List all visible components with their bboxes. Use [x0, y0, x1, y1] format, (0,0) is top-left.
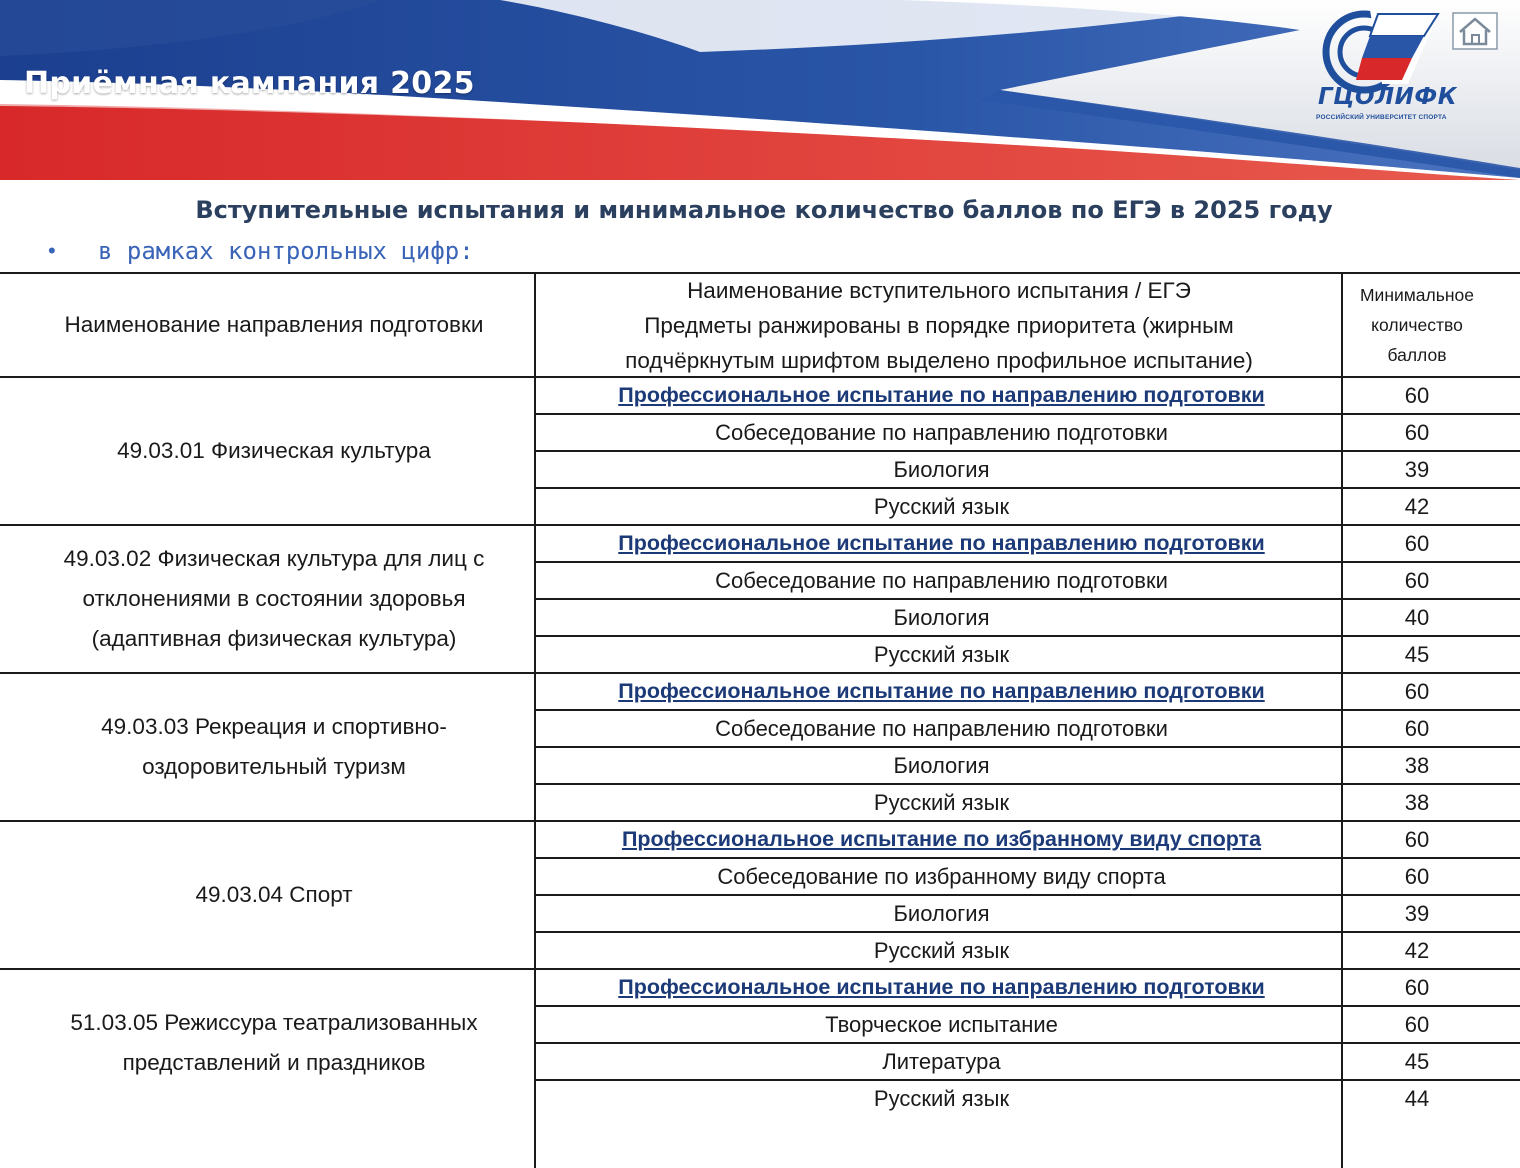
- exam-cell: Биология: [893, 456, 990, 482]
- score-cell: 38: [1404, 789, 1430, 815]
- program-line: 51.03.05 Режиссура театрализованных: [70, 1010, 478, 1035]
- header-score-line3: баллов: [1387, 345, 1447, 365]
- bullet-text: в рамках контрольных цифр:: [98, 237, 474, 265]
- header-score: [1342, 273, 1492, 377]
- exam-cell-profile: Профессиональное испытание по направлению подготовки: [618, 531, 1265, 555]
- banner-title: Приёмная кампания 2025: [24, 66, 475, 101]
- exam-cell: Биология: [893, 604, 990, 630]
- header-program: Наименование направления подготовки: [64, 312, 484, 337]
- score-cell: 60: [1404, 1011, 1430, 1037]
- page-subtitle: Вступительные испытания и минимальное количество баллов по ЕГЭ в 2025 году: [195, 196, 1333, 224]
- program-cell: [0, 821, 548, 969]
- program-line: оздоровительный туризм: [142, 754, 406, 779]
- program-line: отклонениями в состоянии здоровья: [82, 586, 466, 611]
- exam-cell: Русский язык: [873, 937, 1010, 963]
- score-cell: 60: [1404, 567, 1430, 593]
- program-line: (адаптивная физическая культура): [91, 626, 457, 651]
- score-cell: 60: [1404, 715, 1430, 741]
- header-score-line1: Минимальное: [1359, 285, 1474, 305]
- score-cell: 44: [1404, 1085, 1430, 1111]
- program-cell: [0, 673, 548, 821]
- exam-cell: Собеседование по избранному виду спорта: [717, 863, 1166, 889]
- score-cell: 45: [1404, 1048, 1430, 1074]
- exam-cell: Биология: [893, 752, 990, 778]
- exam-cell: Русский язык: [873, 1085, 1010, 1111]
- program-cell: [0, 525, 548, 673]
- score-cell: 60: [1404, 863, 1430, 889]
- program-cell: [0, 969, 548, 1117]
- exam-cell: Собеседование по направлению подготовки: [715, 419, 1168, 445]
- exam-cell: Русский язык: [873, 641, 1010, 667]
- program-cell: [0, 377, 548, 525]
- program-line: представлений и праздников: [122, 1050, 426, 1075]
- program-line: 49.03.03 Рекреация и спортивно-: [101, 714, 447, 739]
- exam-cell: Собеседование по направлению подготовки: [715, 567, 1168, 593]
- exam-cell-profile: Профессиональное испытание по направлению подготовки: [618, 679, 1265, 703]
- header-exam: [536, 273, 1342, 377]
- score-cell: 38: [1404, 752, 1430, 778]
- exam-cell: Творческое испытание: [825, 1011, 1058, 1037]
- exam-cell: Биология: [893, 900, 990, 926]
- score-cell: 45: [1404, 641, 1430, 667]
- score-cell: 42: [1404, 493, 1430, 519]
- logo-text: ГЦОЛИФК: [1318, 84, 1458, 110]
- bullet-marker: •: [48, 238, 56, 263]
- score-cell: 60: [1404, 678, 1430, 704]
- program-line: 49.03.02 Физическая культура для лиц с: [63, 546, 485, 571]
- score-cell: 39: [1404, 900, 1430, 926]
- score-cell: 60: [1404, 974, 1430, 1000]
- exam-cell: Русский язык: [873, 789, 1010, 815]
- score-cell: 60: [1404, 419, 1430, 445]
- header-score-line2: количество: [1371, 315, 1463, 335]
- exam-cell-profile: Профессиональное испытание по избранному виду спорта: [621, 827, 1262, 851]
- program-line: 49.03.01 Физическая культура: [117, 438, 431, 463]
- exam-cell-profile: Профессиональное испытание по направлению подготовки: [618, 383, 1265, 407]
- header-exam-line2: Предметы ранжированы в порядке приоритета (жирным: [644, 312, 1234, 338]
- score-cell: 60: [1404, 530, 1430, 556]
- score-cell: 60: [1404, 826, 1430, 852]
- exam-cell-profile: Профессиональное испытание по направлению подготовки: [618, 975, 1265, 999]
- score-cell: 42: [1404, 937, 1430, 963]
- header-exam-line1: Наименование вступительного испытания / ЕГЭ: [687, 277, 1191, 303]
- score-cell: 40: [1404, 604, 1430, 630]
- exam-cell: Собеседование по направлению подготовки: [715, 715, 1168, 741]
- logo-subtext: РОССИЙСКИЙ УНИВЕРСИТЕТ СПОРТА: [1316, 114, 1447, 121]
- program-line: 49.03.04 Спорт: [195, 882, 353, 907]
- exam-cell: Русский язык: [873, 493, 1010, 519]
- score-cell: 39: [1404, 456, 1430, 482]
- exam-cell: Литература: [882, 1048, 1001, 1074]
- header-exam-line3: подчёркнутым шрифтом выделено профильное испытание): [625, 347, 1253, 373]
- score-cell: 60: [1404, 382, 1430, 408]
